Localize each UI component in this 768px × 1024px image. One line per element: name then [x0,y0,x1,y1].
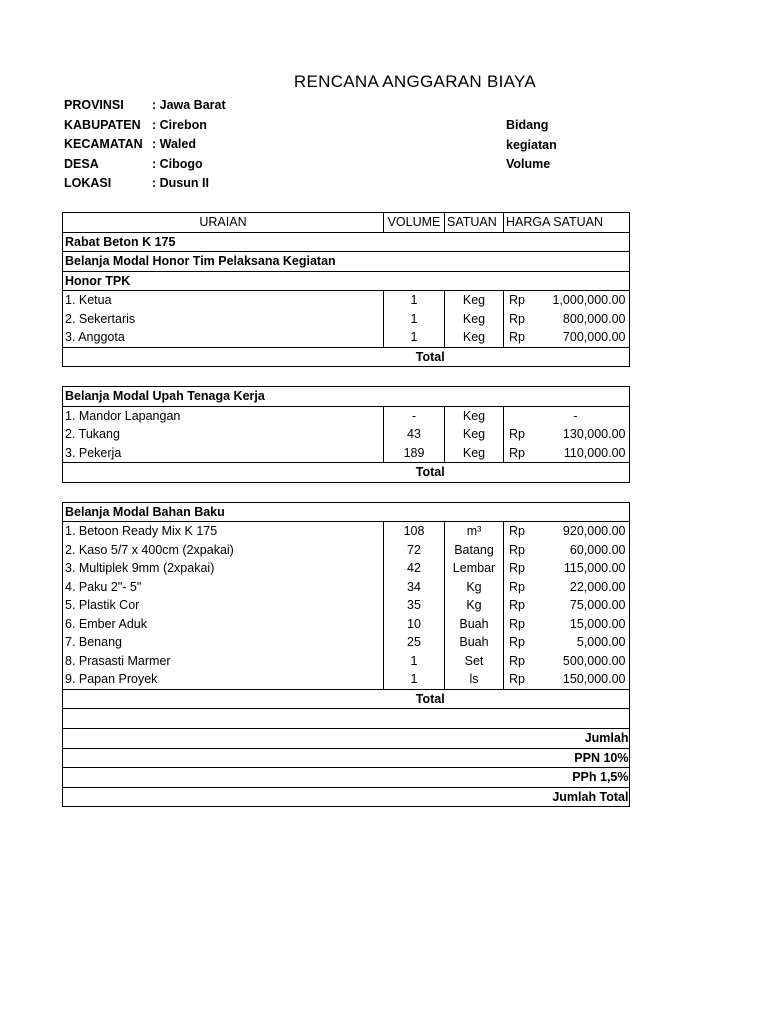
section-title-row [63,387,630,407]
item-currency: Rp [509,330,525,344]
item-volume: 42 [384,559,445,578]
summary-row [63,787,630,807]
section-title-row [63,252,630,272]
item-name: 1. Mandor Lapangan [63,406,384,425]
document-title: RENCANA ANGGARAN BIAYA [293,72,537,91]
item-currency: Rp [509,672,525,686]
item-name: 7. Benang [63,633,384,652]
item-unit: ls [445,670,504,689]
location-info [64,96,226,194]
info-value: : Cirebon [152,117,207,132]
info-value: : Waled [152,137,196,151]
info-value: : Jawa Barat [152,98,226,112]
info-kegiatan: kegiatan [506,137,557,152]
table-row [63,596,630,615]
item-unit: Kg [445,596,504,615]
item-unit: Keg [445,291,504,310]
info-volume: Volume [506,157,551,171]
item-price: 1,000,000.00 [527,291,630,310]
item-unit: m³ [445,522,504,541]
item-volume: 1 [384,328,445,347]
item-price: 15,000.00 [527,615,630,634]
item-name: 2. Sekertaris [63,310,384,329]
item-unit: Keg [445,310,504,329]
item-volume: 108 [384,522,445,541]
item-volume: 1 [384,652,445,671]
item-price: 22,000.00 [527,578,630,597]
item-volume: 1 [384,670,445,689]
section2-total: Total [63,463,630,483]
spacer-row [63,367,630,387]
info-label: LOKASI [64,176,112,190]
table-row [63,615,630,634]
item-unit: Batang [445,541,504,560]
total-row [63,463,630,483]
item-name: 1. Betoon Ready Mix K 175 [63,522,384,541]
info-bidang: Bidang [506,118,549,132]
section1-subtitle: Honor TPK [63,271,527,291]
section1-title: Belanja Modal Honor Tim Pelaksana Kegiatan [63,252,527,272]
item-name: 6. Ember Aduk [63,615,384,634]
item-currency: Rp [509,635,525,649]
info-label: KECAMATAN [64,137,143,151]
item-name: 2. Kaso 5/7 x 400cm (2xpakai) [63,541,384,560]
activity-info [506,116,557,175]
table-row [63,541,630,560]
item-currency: Rp [509,579,525,594]
spacer-row [63,709,630,729]
info-label: DESA [64,156,99,171]
item-volume: 25 [384,633,445,652]
item-name: 8. Prasasti Marmer [63,652,384,671]
table-row [63,559,630,578]
section-subtitle-row [63,271,630,291]
project-row [63,232,630,252]
item-name: 2. Tukang [63,425,384,444]
item-price: 130,000.00 [527,425,630,444]
item-name: 1. Ketua [63,291,384,310]
item-name: 3. Anggota [63,328,384,347]
table-row [63,444,630,463]
item-volume: 1 [384,291,445,310]
item-price: 5,000.00 [527,633,630,652]
info-value: : Dusun II [152,176,209,190]
table-row [63,633,630,652]
summary-row [63,768,630,788]
item-unit: Keg [445,425,504,444]
item-currency: Rp [509,561,525,575]
total-row [63,347,630,367]
item-price: 700,000.00 [527,328,630,347]
item-currency: Rp [504,291,527,310]
section3-total: Total [63,689,630,709]
summary-ppn: PPN 10% [63,748,630,768]
spacer-row [63,482,630,502]
item-currency: Rp [509,542,525,557]
header-satuan: SATUAN [445,213,504,233]
item-price: 60,000.00 [527,541,630,560]
item-unit: Lembar [445,559,504,578]
table-row [63,310,630,329]
item-unit: Set [445,652,504,671]
table-row [63,328,630,347]
item-unit: Keg [445,444,504,463]
section-title-row [63,502,630,522]
table-header [63,213,630,233]
item-volume: 189 [384,444,445,463]
table-row [63,670,630,689]
table-row [63,425,630,444]
item-currency: Rp [509,311,525,326]
item-currency: Rp [509,616,525,631]
table-row [63,291,630,310]
item-name: 9. Papan Proyek [63,670,384,689]
section1-total: Total [63,347,630,367]
section2-title: Belanja Modal Upah Tenaga Kerja [63,387,527,407]
table-row [63,406,630,425]
item-unit: Buah [445,615,504,634]
summary-row [63,729,630,749]
summary-jumlah: Jumlah [63,729,630,749]
project-name: Rabat Beton K 175 [63,232,527,252]
item-name: 4. Paku 2"- 5" [63,578,384,597]
table-row [63,522,630,541]
item-currency: Rp [509,445,525,460]
table-row [63,652,630,671]
item-volume: 1 [384,310,445,329]
item-volume: 35 [384,596,445,615]
item-volume: 72 [384,541,445,560]
section3-title: Belanja Modal Bahan Baku [63,502,527,522]
item-unit: Kg [445,578,504,597]
item-price: 75,000.00 [527,596,630,615]
item-volume: 10 [384,615,445,634]
header-uraian: URAIAN [63,213,384,233]
item-unit: Keg [445,406,504,425]
info-label: PROVINSI [64,98,124,112]
item-currency: Rp [504,522,527,541]
item-currency: Rp [509,427,525,441]
header-harga: HARGA SATUAN [504,213,630,233]
item-currency: Rp [509,653,525,668]
item-price: - [527,406,630,425]
item-volume: 43 [384,425,445,444]
item-price: 800,000.00 [527,310,630,329]
table-row [63,578,630,597]
item-price: 500,000.00 [527,652,630,671]
item-unit: Keg [445,328,504,347]
summary-total: Jumlah Total [63,787,630,807]
summary-pph: PPh 1,5% [63,768,630,788]
item-volume: - [384,406,445,425]
item-name: 3. Multiplek 9mm (2xpakai) [63,559,384,578]
item-currency: Rp [509,598,525,612]
total-row [63,689,630,709]
item-name: 3. Pekerja [63,444,384,463]
summary-row [63,748,630,768]
item-name: 5. Plastik Cor [63,596,384,615]
budget-table [62,212,630,807]
item-price: 920,000.00 [527,522,630,541]
item-currency [504,406,527,425]
header-volume: VOLUME [384,213,445,233]
item-price: 150,000.00 [527,670,630,689]
item-price: 110,000.00 [527,444,630,463]
info-label: KABUPATEN [64,117,141,132]
item-price: 115,000.00 [527,559,630,578]
info-value: : Cibogo [152,156,203,171]
item-volume: 34 [384,578,445,597]
item-unit: Buah [445,633,504,652]
